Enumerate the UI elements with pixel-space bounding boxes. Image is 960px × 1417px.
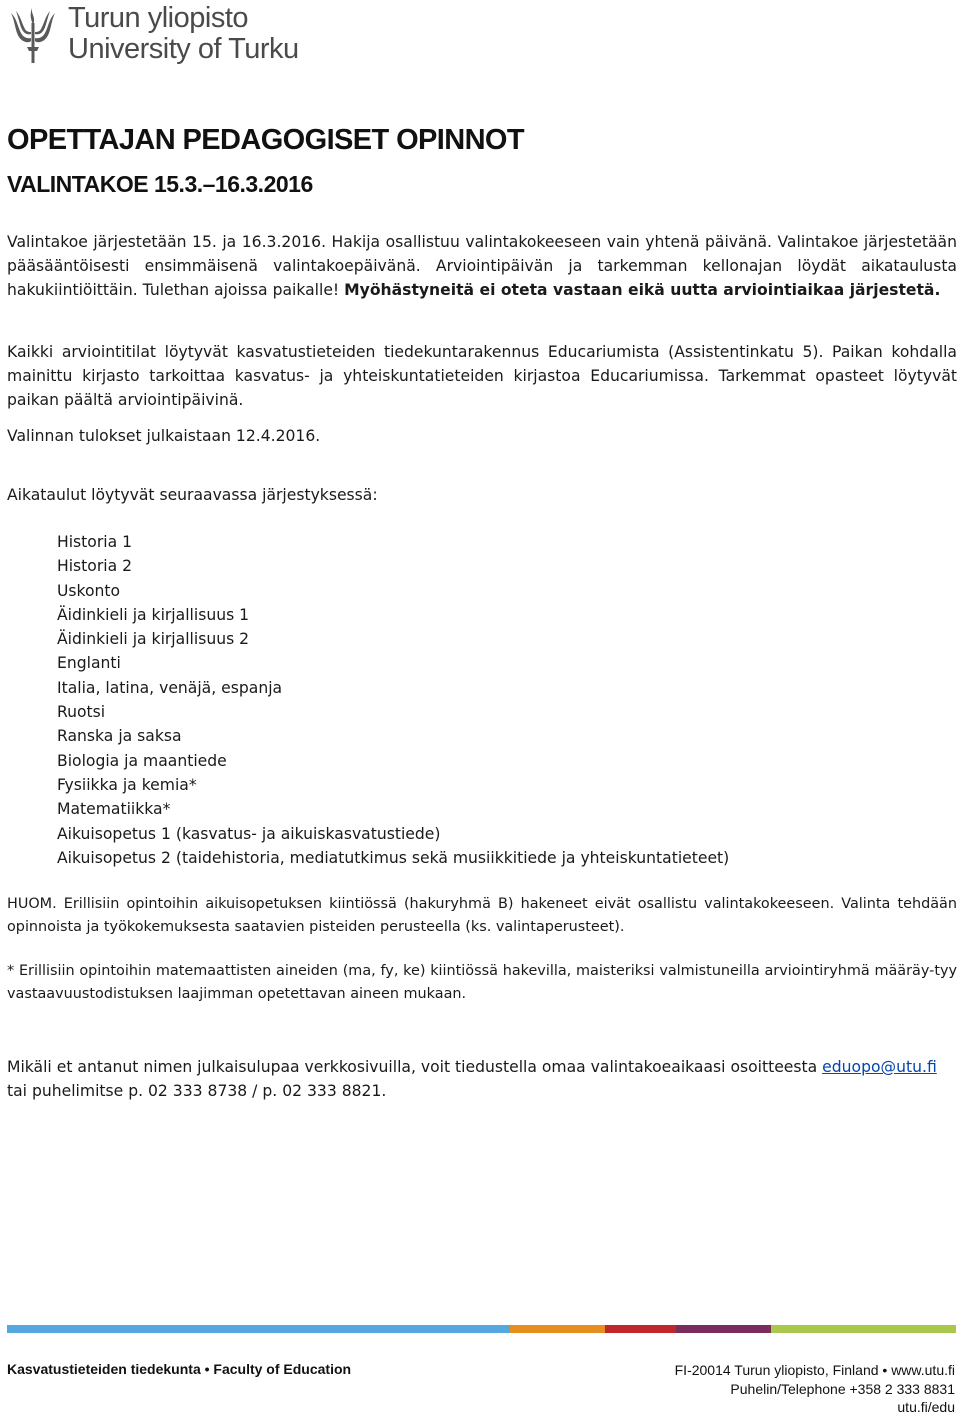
- huom-note: HUOM. Erillisiin opintoihin aikuisopetuksen kiintiössä (hakuryhmä B) hakeneet eivät osallistu valintakokeeseen. Valinta tehdään opinnoista ja työkokemuksesta saatavien pisteiden perusteella (ks. valintaperusteet).: [7, 896, 957, 935]
- list-item: Matematiikka*: [57, 800, 171, 819]
- faculty-name: Kasvatustieteiden tiedekunta • Faculty of Education: [7, 1361, 352, 1377]
- page-subtitle: VALINTAKOE 15.3.–16.3.2016: [7, 171, 313, 197]
- footer-web: utu.fi/edu: [897, 1399, 955, 1415]
- list-item: Äidinkieli ja kirjallisuus 2: [57, 630, 250, 649]
- logo-text-english: University of Turku: [68, 33, 299, 65]
- list-item: Ruotsi: [57, 703, 106, 722]
- email-link[interactable]: eduopo@utu.fi: [822, 1058, 937, 1076]
- footer-phone: Puhelin/Telephone +358 2 333 8831: [730, 1380, 955, 1397]
- intro-text: Valintakoe järjestetään 15. ja 16.3.2016. Hakija osallistuu valintakokeeseen vain yhtenä päivänä. Valintakoe järjestetään pääsääntöisesti ensimmäisenä valintakoepäivänä. Arviointipäivän ja tarkemman kellonajan löydät aikataulusta hakukiintiöittäin. Tulethan ajoissa paikalle!: [7, 233, 957, 299]
- list-item: Historia 2: [57, 557, 133, 576]
- footer-contact: [675, 1361, 955, 1417]
- list-item: Aikuisopetus 1 (kasvatus- ja aikuiskasvatustiede): [57, 824, 441, 843]
- list-item: Äidinkieli ja kirjallisuus 1: [57, 605, 250, 624]
- torch-emblem-icon: [7, 3, 59, 65]
- intro-paragraph: [7, 230, 957, 302]
- color-bar-segment-orange: [510, 1325, 605, 1333]
- results-paragraph: Valinnan tulokset julkaistaan 12.4.2016.: [7, 427, 321, 445]
- university-logo: [7, 2, 299, 66]
- footer-address: FI-20014 Turun yliopisto, Finland • www.utu.fi: [674, 1362, 955, 1378]
- asterisk-note: * Erillisiin opintoihin matemaattisten aineiden (ma, fy, ke) kiintiössä hakevilla, maisteriksi valmistuneilla arviointiryhmä määräy-tyy vastaavuustodistuksen laajimman opetettavan aineen mukaan.: [7, 963, 957, 1002]
- page-title: OPETTAJAN PEDAGOGISET OPINNOT: [7, 124, 525, 156]
- subject-list: [57, 530, 729, 870]
- list-item: Italia, latina, venäjä, espanja: [57, 678, 283, 697]
- location-paragraph: Kaikki arviointitilat löytyvät kasvatustieteiden tiedekuntarakennus Educariumista (Assistentinkatu 5). Paikan kohdalla mainittu kirjasto tarkoittaa kasvatus- ja yhteiskuntatieteiden kirjastoa Educariumissa. Tarkemmat opasteet löytyvät paikan päältä arviointipäivinä.: [7, 343, 957, 409]
- list-item: Aikuisopetus 2 (taidehistoria, mediatutkimus sekä musiikkitiede ja yhteiskuntatieteet): [57, 848, 730, 867]
- list-item: Biologia ja maantiede: [57, 751, 227, 770]
- list-item: Historia 1: [57, 533, 133, 551]
- contact-text: Mikäli et antanut nimen julkaisulupaa verkkosivuilla, voit tiedustella omaa valintakoeaikaasi osoitteesta: [7, 1058, 823, 1076]
- color-bar-segment-red: [605, 1325, 676, 1333]
- schedule-order-paragraph: Aikataulut löytyvät seuraavassa järjestyksessä:: [7, 486, 378, 504]
- list-item: Fysiikka ja kemia*: [57, 775, 197, 794]
- list-item: Englanti: [57, 654, 121, 673]
- color-bar-segment-green: [771, 1325, 956, 1333]
- logo-text-finnish: Turun yliopisto: [68, 2, 249, 34]
- contact-paragraph: [7, 1055, 957, 1103]
- phone-text: tai puhelimitse p. 02 333 8738 / p. 02 333 8821.: [7, 1082, 387, 1100]
- footer-color-bar: [7, 1325, 956, 1333]
- color-bar-segment-blue: [7, 1325, 510, 1333]
- list-item: Uskonto: [57, 581, 121, 600]
- list-item: Ranska ja saksa: [57, 727, 182, 746]
- late-arrival-warning: Myöhästyneitä ei oteta vastaan eikä uutta arviointiaikaa järjestetä.: [344, 281, 941, 299]
- color-bar-segment-purple: [676, 1325, 771, 1333]
